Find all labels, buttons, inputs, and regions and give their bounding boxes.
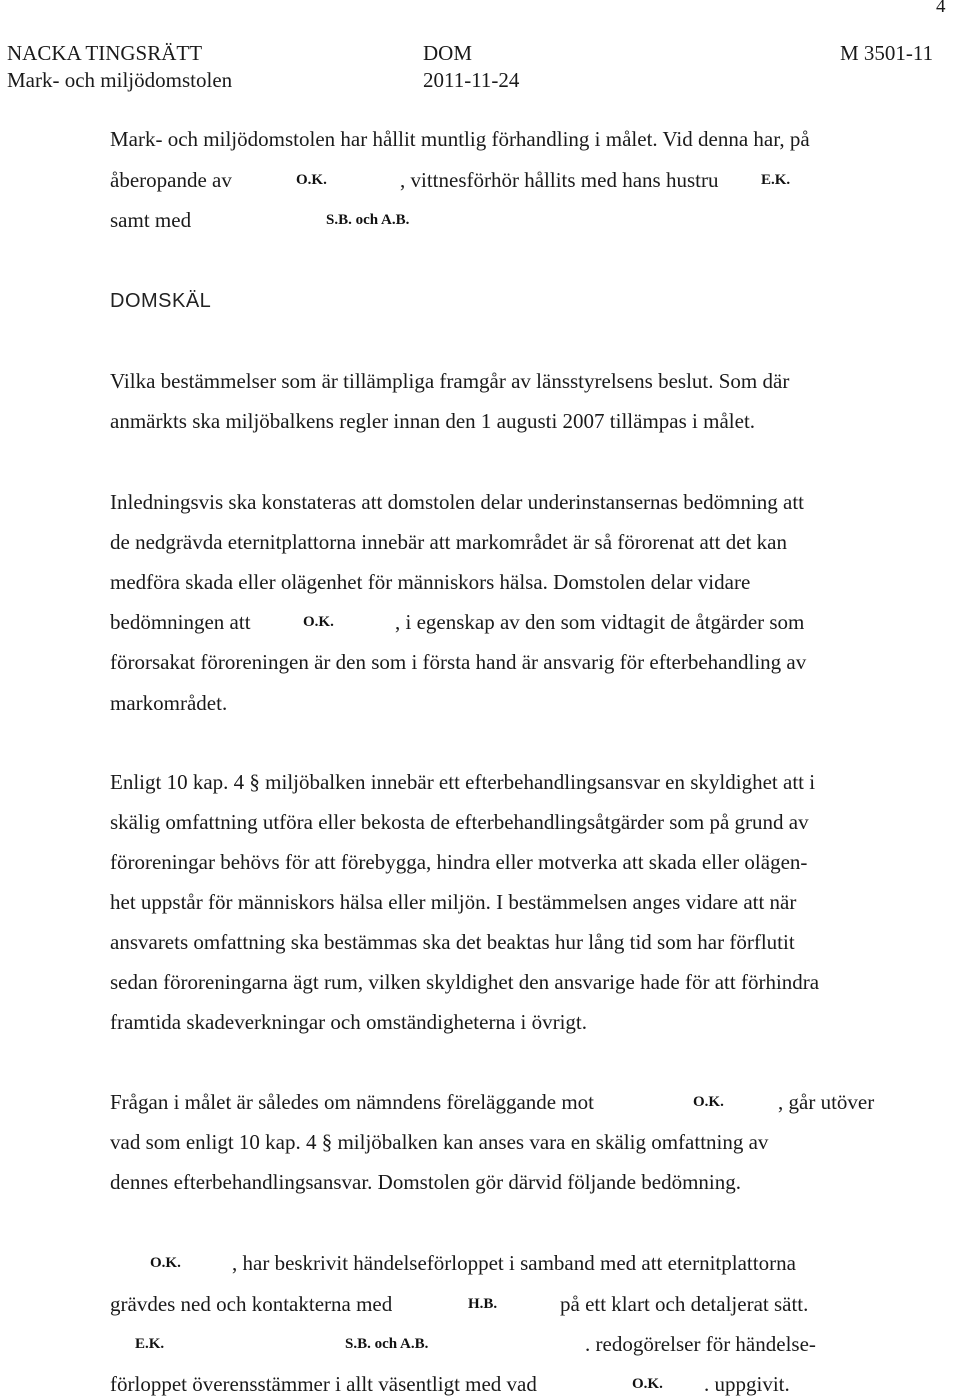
text-line: sedan föroreningarna ägt rum, vilken skyldighet den ansvarige hade för att förhindra: [110, 970, 820, 994]
text-line: markområdet.: [110, 691, 228, 715]
page-number: 4: [936, 0, 946, 17]
text-line: , har beskrivit händelseförloppet i samband med att eternitplattorna: [232, 1251, 796, 1275]
text-line: bedömningen att: [110, 610, 251, 634]
text-line: föroreningar behövs för att förebygga, hindra eller motverka att skada eller olägen-: [110, 850, 808, 874]
redacted-initials: O.K.: [150, 1255, 181, 1271]
text-line: vad som enligt 10 kap. 4 § miljöbalken kan anses vara en skälig omfattning av: [110, 1130, 769, 1154]
redacted-initials: H.B.: [468, 1296, 498, 1312]
text-line: . uppgivit.: [704, 1372, 790, 1396]
department-name: Mark- och miljödomstolen: [7, 68, 233, 92]
text-line: åberopande av: [110, 168, 232, 192]
text-line: , i egenskap av den som vidtagit de åtgärder som: [395, 610, 805, 634]
text-line: . redogörelser för händelse-: [585, 1332, 816, 1356]
text-line: dennes efterbehandlingsansvar. Domstolen gör därvid följande bedömning.: [110, 1170, 742, 1194]
court-name: NACKA TINGSRÄTT: [7, 41, 203, 65]
redacted-initials: S.B. och A.B.: [326, 212, 410, 228]
text-line: förloppet överensstämmer i allt väsentligt med vad: [110, 1372, 537, 1396]
document-date: 2011-11-24: [423, 68, 520, 92]
text-line: Vilka bestämmelser som är tillämpliga framgår av länsstyrelsens beslut. Som där: [110, 369, 790, 393]
document-type: DOM: [423, 41, 473, 65]
text-line: förorsakat föroreningen är den som i första hand är ansvarig för efterbehandling av: [110, 650, 807, 674]
redacted-initials: E.K.: [761, 172, 791, 188]
text-line: Mark- och miljödomstolen har hållit muntlig förhandling i målet. Vid denna har, på: [110, 127, 810, 151]
text-line: Enligt 10 kap. 4 § miljöbalken innebär ett efterbehandlingsansvar en skyldighet att i: [110, 770, 816, 794]
text-line: medföra skada eller olägenhet för människors hälsa. Domstolen delar vidare: [110, 570, 751, 594]
redacted-initials: O.K.: [303, 614, 334, 630]
redacted-initials: O.K.: [693, 1094, 724, 1110]
text-line: , går utöver: [778, 1090, 875, 1114]
text-line: på ett klart och detaljerat sätt.: [560, 1292, 809, 1316]
redacted-initials: O.K.: [632, 1376, 663, 1392]
section-heading: DOMSKÄL: [110, 290, 212, 312]
redacted-initials: O.K.: [296, 172, 327, 188]
redacted-initials: E.K.: [135, 1336, 165, 1352]
text-line: het uppstår för människors hälsa eller miljön. I bestämmelsen anges vidare att när: [110, 890, 797, 914]
text-line: , vittnesförhör hållits med hans hustru: [400, 168, 719, 192]
text-line: framtida skadeverkningar och omständigheterna i övrigt.: [110, 1010, 588, 1034]
text-line: Frågan i målet är således om nämndens föreläggande mot: [110, 1090, 595, 1114]
text-line: ansvarets omfattning ska bestämmas ska det beaktas hur lång tid som har förflutit: [110, 930, 795, 954]
text-line: anmärkts ska miljöbalkens regler innan den 1 augusti 2007 tillämpas i målet.: [110, 409, 756, 433]
text-line: samt med: [110, 208, 192, 232]
case-number: M 3501-11: [840, 41, 934, 65]
text-line: Inledningsvis ska konstateras att domstolen delar underinstansernas bedömning att: [110, 490, 805, 514]
text-line: grävdes ned och kontakterna med: [110, 1292, 393, 1316]
text-line: de nedgrävda eternitplattorna innebär att markområdet är så förorenat att det kan: [110, 530, 787, 554]
text-line: skälig omfattning utföra eller bekosta de efterbehandlingsåtgärder som på grund av: [110, 810, 809, 834]
redacted-initials: S.B. och A.B.: [345, 1336, 429, 1352]
